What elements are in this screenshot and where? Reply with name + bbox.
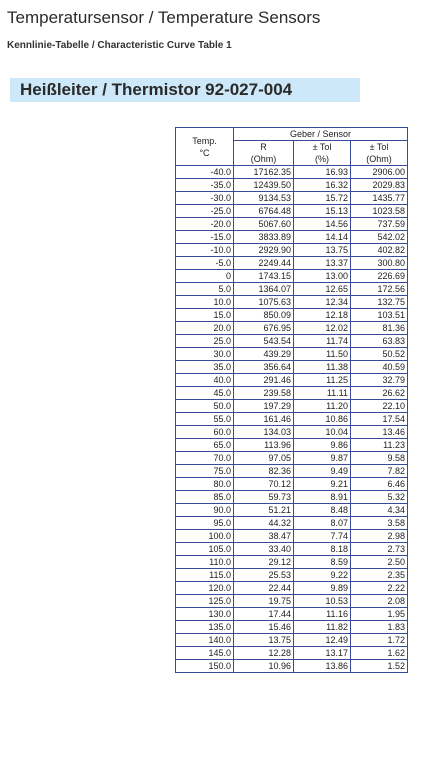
cell-temperature: 150.0 [176, 660, 234, 673]
column-header-temp [176, 128, 234, 166]
cell-temperature: 125.0 [176, 595, 234, 608]
cell-temperature: 25.0 [176, 335, 234, 348]
page-title: Temperatursensor / Temperature Sensors [7, 8, 321, 27]
cell-temperature: 120.0 [176, 582, 234, 595]
cell-resistance: 15.46 [234, 621, 294, 634]
cell-tolerance-ohm: 1.72 [351, 634, 408, 647]
cell-tolerance-ohm: 50.52 [351, 348, 408, 361]
cell-resistance: 29.12 [234, 556, 294, 569]
cell-temperature: 45.0 [176, 387, 234, 400]
cell-tolerance-percent: 8.59 [294, 556, 351, 569]
cell-resistance: 51.21 [234, 504, 294, 517]
cell-temperature: -10.0 [176, 244, 234, 257]
cell-temperature: -30.0 [176, 192, 234, 205]
cell-tolerance-percent: 7.74 [294, 530, 351, 543]
cell-tolerance-percent: 9.49 [294, 465, 351, 478]
table-row [176, 660, 408, 673]
cell-resistance: 12439.50 [234, 179, 294, 192]
cell-tolerance-percent: 12.65 [294, 283, 351, 296]
cell-tolerance-percent: 9.87 [294, 452, 351, 465]
cell-resistance: 9134.53 [234, 192, 294, 205]
cell-temperature: 35.0 [176, 361, 234, 374]
cell-resistance: 2929.90 [234, 244, 294, 257]
table-row [176, 348, 408, 361]
table-row [176, 179, 408, 192]
table-row [176, 582, 408, 595]
cell-resistance: 1075.63 [234, 296, 294, 309]
table-row [176, 647, 408, 660]
cell-temperature: 15.0 [176, 309, 234, 322]
cell-tolerance-ohm: 63.83 [351, 335, 408, 348]
cell-temperature: 135.0 [176, 621, 234, 634]
cell-tolerance-percent: 11.11 [294, 387, 351, 400]
cell-tolerance-ohm: 7.82 [351, 465, 408, 478]
product-banner-text: Heißleiter / Thermistor 92-027-004 [20, 80, 293, 99]
cell-tolerance-ohm: 13.46 [351, 426, 408, 439]
cell-resistance: 543.54 [234, 335, 294, 348]
cell-tolerance-percent: 9.86 [294, 439, 351, 452]
cell-temperature: 20.0 [176, 322, 234, 335]
cell-resistance: 239.58 [234, 387, 294, 400]
table-row [176, 426, 408, 439]
cell-tolerance-percent: 11.20 [294, 400, 351, 413]
cell-tolerance-ohm: 2906.00 [351, 166, 408, 179]
cell-tolerance-percent: 13.75 [294, 244, 351, 257]
cell-tolerance-percent: 14.56 [294, 218, 351, 231]
cell-tolerance-ohm: 17.54 [351, 413, 408, 426]
cell-resistance: 291.46 [234, 374, 294, 387]
table-row [176, 244, 408, 257]
cell-resistance: 356.64 [234, 361, 294, 374]
cell-tolerance-percent: 13.86 [294, 660, 351, 673]
cell-tolerance-ohm: 300.80 [351, 257, 408, 270]
cell-tolerance-percent: 12.34 [294, 296, 351, 309]
cell-resistance: 2249.44 [234, 257, 294, 270]
cell-temperature: -25.0 [176, 205, 234, 218]
column-header-tol-percent-label: ± Tol [312, 142, 332, 152]
column-header-tol-ohm [351, 141, 408, 166]
cell-tolerance-percent: 13.37 [294, 257, 351, 270]
cell-tolerance-percent: 10.53 [294, 595, 351, 608]
cell-tolerance-percent: 11.25 [294, 374, 351, 387]
cell-tolerance-ohm: 2.50 [351, 556, 408, 569]
cell-temperature: 60.0 [176, 426, 234, 439]
cell-tolerance-ohm: 103.51 [351, 309, 408, 322]
cell-tolerance-ohm: 2.22 [351, 582, 408, 595]
table-row [176, 413, 408, 426]
cell-temperature: 70.0 [176, 452, 234, 465]
cell-tolerance-ohm: 2.98 [351, 530, 408, 543]
cell-resistance: 22.44 [234, 582, 294, 595]
table-row [176, 270, 408, 283]
cell-temperature: -15.0 [176, 231, 234, 244]
table-row [176, 166, 408, 179]
cell-tolerance-ohm: 9.58 [351, 452, 408, 465]
cell-resistance: 13.75 [234, 634, 294, 647]
cell-tolerance-percent: 15.13 [294, 205, 351, 218]
cell-resistance: 5067.60 [234, 218, 294, 231]
column-header-tol-percent-unit: (%) [315, 154, 329, 164]
cell-tolerance-ohm: 1023.58 [351, 205, 408, 218]
column-group-header-sensor: Geber / Sensor [234, 128, 408, 141]
cell-tolerance-ohm: 2.08 [351, 595, 408, 608]
cell-temperature: 0 [176, 270, 234, 283]
cell-resistance: 19.75 [234, 595, 294, 608]
table-row [176, 257, 408, 270]
cell-tolerance-percent: 12.49 [294, 634, 351, 647]
characteristic-curve-table [175, 127, 408, 673]
cell-temperature: 75.0 [176, 465, 234, 478]
cell-tolerance-ohm: 542.02 [351, 231, 408, 244]
table-row [176, 595, 408, 608]
cell-tolerance-ohm: 6.46 [351, 478, 408, 491]
cell-temperature: 50.0 [176, 400, 234, 413]
column-header-tol-percent [294, 141, 351, 166]
table-row [176, 205, 408, 218]
cell-tolerance-percent: 13.00 [294, 270, 351, 283]
cell-temperature: -40.0 [176, 166, 234, 179]
cell-resistance: 44.32 [234, 517, 294, 530]
table-row [176, 192, 408, 205]
table-row [176, 296, 408, 309]
cell-tolerance-percent: 15.72 [294, 192, 351, 205]
cell-tolerance-ohm: 11.23 [351, 439, 408, 452]
cell-resistance: 38.47 [234, 530, 294, 543]
cell-tolerance-percent: 11.82 [294, 621, 351, 634]
cell-temperature: 95.0 [176, 517, 234, 530]
cell-temperature: 100.0 [176, 530, 234, 543]
cell-temperature: 30.0 [176, 348, 234, 361]
table-row [176, 491, 408, 504]
cell-temperature: -35.0 [176, 179, 234, 192]
cell-tolerance-ohm: 2029.83 [351, 179, 408, 192]
table-row [176, 218, 408, 231]
cell-tolerance-ohm: 5.32 [351, 491, 408, 504]
cell-tolerance-ohm: 40.59 [351, 361, 408, 374]
table-row [176, 387, 408, 400]
cell-resistance: 82.36 [234, 465, 294, 478]
cell-resistance: 10.96 [234, 660, 294, 673]
cell-temperature: 140.0 [176, 634, 234, 647]
cell-tolerance-ohm: 132.75 [351, 296, 408, 309]
cell-temperature: 110.0 [176, 556, 234, 569]
cell-resistance: 17162.35 [234, 166, 294, 179]
cell-tolerance-percent: 11.38 [294, 361, 351, 374]
table-row [176, 439, 408, 452]
cell-temperature: 90.0 [176, 504, 234, 517]
cell-resistance: 113.96 [234, 439, 294, 452]
cell-temperature: -5.0 [176, 257, 234, 270]
cell-tolerance-ohm: 226.69 [351, 270, 408, 283]
cell-tolerance-ohm: 1.83 [351, 621, 408, 634]
cell-resistance: 3833.89 [234, 231, 294, 244]
cell-tolerance-ohm: 402.82 [351, 244, 408, 257]
table-row [176, 517, 408, 530]
cell-tolerance-ohm: 2.35 [351, 569, 408, 582]
table-row [176, 322, 408, 335]
cell-resistance: 439.29 [234, 348, 294, 361]
cell-tolerance-percent: 8.18 [294, 543, 351, 556]
cell-tolerance-ohm: 737.59 [351, 218, 408, 231]
cell-resistance: 676.95 [234, 322, 294, 335]
table-row [176, 634, 408, 647]
column-header-tol-ohm-unit: (Ohm) [366, 154, 392, 164]
cell-tolerance-ohm: 2.73 [351, 543, 408, 556]
cell-resistance: 97.05 [234, 452, 294, 465]
table-row [176, 374, 408, 387]
cell-tolerance-percent: 9.89 [294, 582, 351, 595]
cell-tolerance-ohm: 1.52 [351, 660, 408, 673]
cell-resistance: 197.29 [234, 400, 294, 413]
cell-temperature: 115.0 [176, 569, 234, 582]
cell-resistance: 1364.07 [234, 283, 294, 296]
product-banner [10, 78, 360, 102]
cell-tolerance-ohm: 32.79 [351, 374, 408, 387]
cell-tolerance-ohm: 26.62 [351, 387, 408, 400]
cell-tolerance-percent: 11.74 [294, 335, 351, 348]
cell-tolerance-ohm: 22.10 [351, 400, 408, 413]
cell-temperature: 65.0 [176, 439, 234, 452]
cell-tolerance-percent: 9.21 [294, 478, 351, 491]
table-row [176, 400, 408, 413]
column-header-resistance-label: R [260, 142, 267, 152]
cell-tolerance-percent: 12.18 [294, 309, 351, 322]
cell-resistance: 17.44 [234, 608, 294, 621]
cell-tolerance-percent: 13.17 [294, 647, 351, 660]
cell-temperature: 5.0 [176, 283, 234, 296]
table-row [176, 608, 408, 621]
cell-tolerance-percent: 16.32 [294, 179, 351, 192]
column-header-temp-unit: °C [199, 147, 210, 158]
cell-tolerance-ohm: 3.58 [351, 517, 408, 530]
table-row [176, 621, 408, 634]
cell-tolerance-percent: 8.07 [294, 517, 351, 530]
cell-temperature: 145.0 [176, 647, 234, 660]
cell-resistance: 6764.48 [234, 205, 294, 218]
cell-tolerance-percent: 14.14 [294, 231, 351, 244]
cell-tolerance-ohm: 4.34 [351, 504, 408, 517]
table-row [176, 569, 408, 582]
table-subtitle: Kennlinie-Tabelle / Characteristic Curve Table 1 [7, 40, 232, 51]
cell-tolerance-ohm: 172.56 [351, 283, 408, 296]
table-row [176, 283, 408, 296]
table-row [176, 309, 408, 322]
column-header-temp-label: Temp. [192, 135, 217, 146]
table-row [176, 478, 408, 491]
table-row [176, 543, 408, 556]
cell-tolerance-percent: 10.86 [294, 413, 351, 426]
cell-tolerance-percent: 9.22 [294, 569, 351, 582]
cell-temperature: 40.0 [176, 374, 234, 387]
cell-resistance: 33.40 [234, 543, 294, 556]
column-header-resistance [234, 141, 294, 166]
cell-temperature: 80.0 [176, 478, 234, 491]
table-row [176, 452, 408, 465]
cell-tolerance-ohm: 81.36 [351, 322, 408, 335]
column-header-tol-ohm-label: ± Tol [369, 142, 389, 152]
table-row [176, 556, 408, 569]
cell-tolerance-ohm: 1435.77 [351, 192, 408, 205]
cell-resistance: 25.53 [234, 569, 294, 582]
cell-resistance: 70.12 [234, 478, 294, 491]
cell-tolerance-percent: 16.93 [294, 166, 351, 179]
table-row [176, 335, 408, 348]
table-row [176, 465, 408, 478]
cell-tolerance-percent: 11.50 [294, 348, 351, 361]
cell-resistance: 134.03 [234, 426, 294, 439]
column-header-resistance-unit: (Ohm) [250, 154, 277, 164]
cell-resistance: 59.73 [234, 491, 294, 504]
cell-tolerance-ohm: 1.62 [351, 647, 408, 660]
table-row [176, 530, 408, 543]
cell-temperature: 85.0 [176, 491, 234, 504]
cell-temperature: 10.0 [176, 296, 234, 309]
cell-temperature: 130.0 [176, 608, 234, 621]
cell-temperature: 105.0 [176, 543, 234, 556]
cell-temperature: -20.0 [176, 218, 234, 231]
table-row [176, 504, 408, 517]
cell-resistance: 12.28 [234, 647, 294, 660]
cell-resistance: 850.09 [234, 309, 294, 322]
cell-resistance: 1743.15 [234, 270, 294, 283]
cell-tolerance-ohm: 1.95 [351, 608, 408, 621]
cell-temperature: 55.0 [176, 413, 234, 426]
table-body [176, 166, 408, 673]
cell-tolerance-percent: 10.04 [294, 426, 351, 439]
table-row [176, 231, 408, 244]
cell-resistance: 161.46 [234, 413, 294, 426]
cell-tolerance-percent: 8.91 [294, 491, 351, 504]
cell-tolerance-percent: 12.02 [294, 322, 351, 335]
table-row [176, 361, 408, 374]
cell-tolerance-percent: 11.16 [294, 608, 351, 621]
cell-tolerance-percent: 8.48 [294, 504, 351, 517]
